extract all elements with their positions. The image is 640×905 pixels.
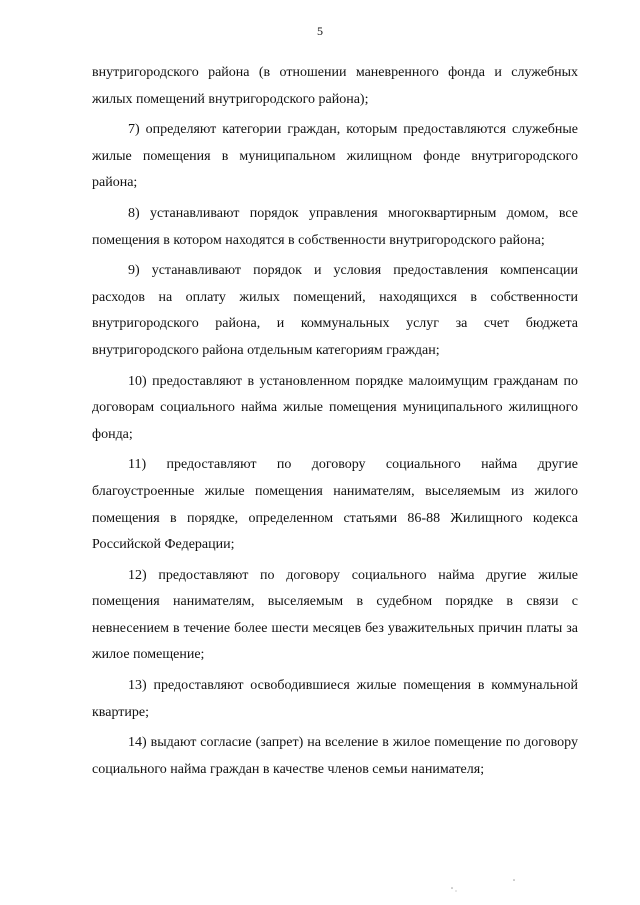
paragraph-item-9: 9) устанавливают порядок и условия предоставления компенсации расходов на оплату жилых помещений, находящихся в собственности внутригородского района, и коммунальных услуг за счет бюджета внутригородского района отдельным категориям граждан;	[92, 263, 578, 358]
paragraph-item-13: 13) предоставляют освободившиеся жилые помещения в коммунальной квартире;	[92, 678, 578, 720]
paragraph-item-11: 11) предоставляют по договору социального найма другие благоустроенные жилые помещения нанимателям, выселяемым из жилого помещения в порядке, определенном статьями 86-88 Жилищного кодекса Российской Федерации;	[92, 457, 578, 553]
page-number: 5	[317, 24, 323, 38]
paragraph-item-8: 8) устанавливают порядок управления многоквартирным домом, все помещения в котором находятся в собственности внутригородского района;	[92, 205, 578, 248]
paragraph-item-14: 14) выдают согласие (запрет) на вселение в жилое помещение по договору социального найма граждан в качестве членов семьи нанимателя;	[92, 735, 578, 777]
scan-specks	[440, 870, 540, 900]
document-body	[92, 60, 578, 787]
paragraph-item-12: 12) предоставляют по договору социального найма другие жилые помещения нанимателям, выселяемым в судебном порядке в связи с невнесением в течение более шести месяцев без уважительных причин платы за жилое помещение;	[92, 567, 578, 663]
paragraph-item-10: 10) предоставляют в установленном порядке малоимущим гражданам по договорам социального найма жилые помещения муниципального жилищного фонда;	[92, 373, 578, 442]
paragraph-continuation: внутригородского района (в отношении маневренного фонда и служебных жилых помещений внутригородского района);	[92, 65, 578, 107]
paragraph-item-7: 7) определяют категории граждан, которым предоставляются служебные жилые помещения в муниципальном жилищном фонде внутригородского района;	[92, 122, 578, 191]
